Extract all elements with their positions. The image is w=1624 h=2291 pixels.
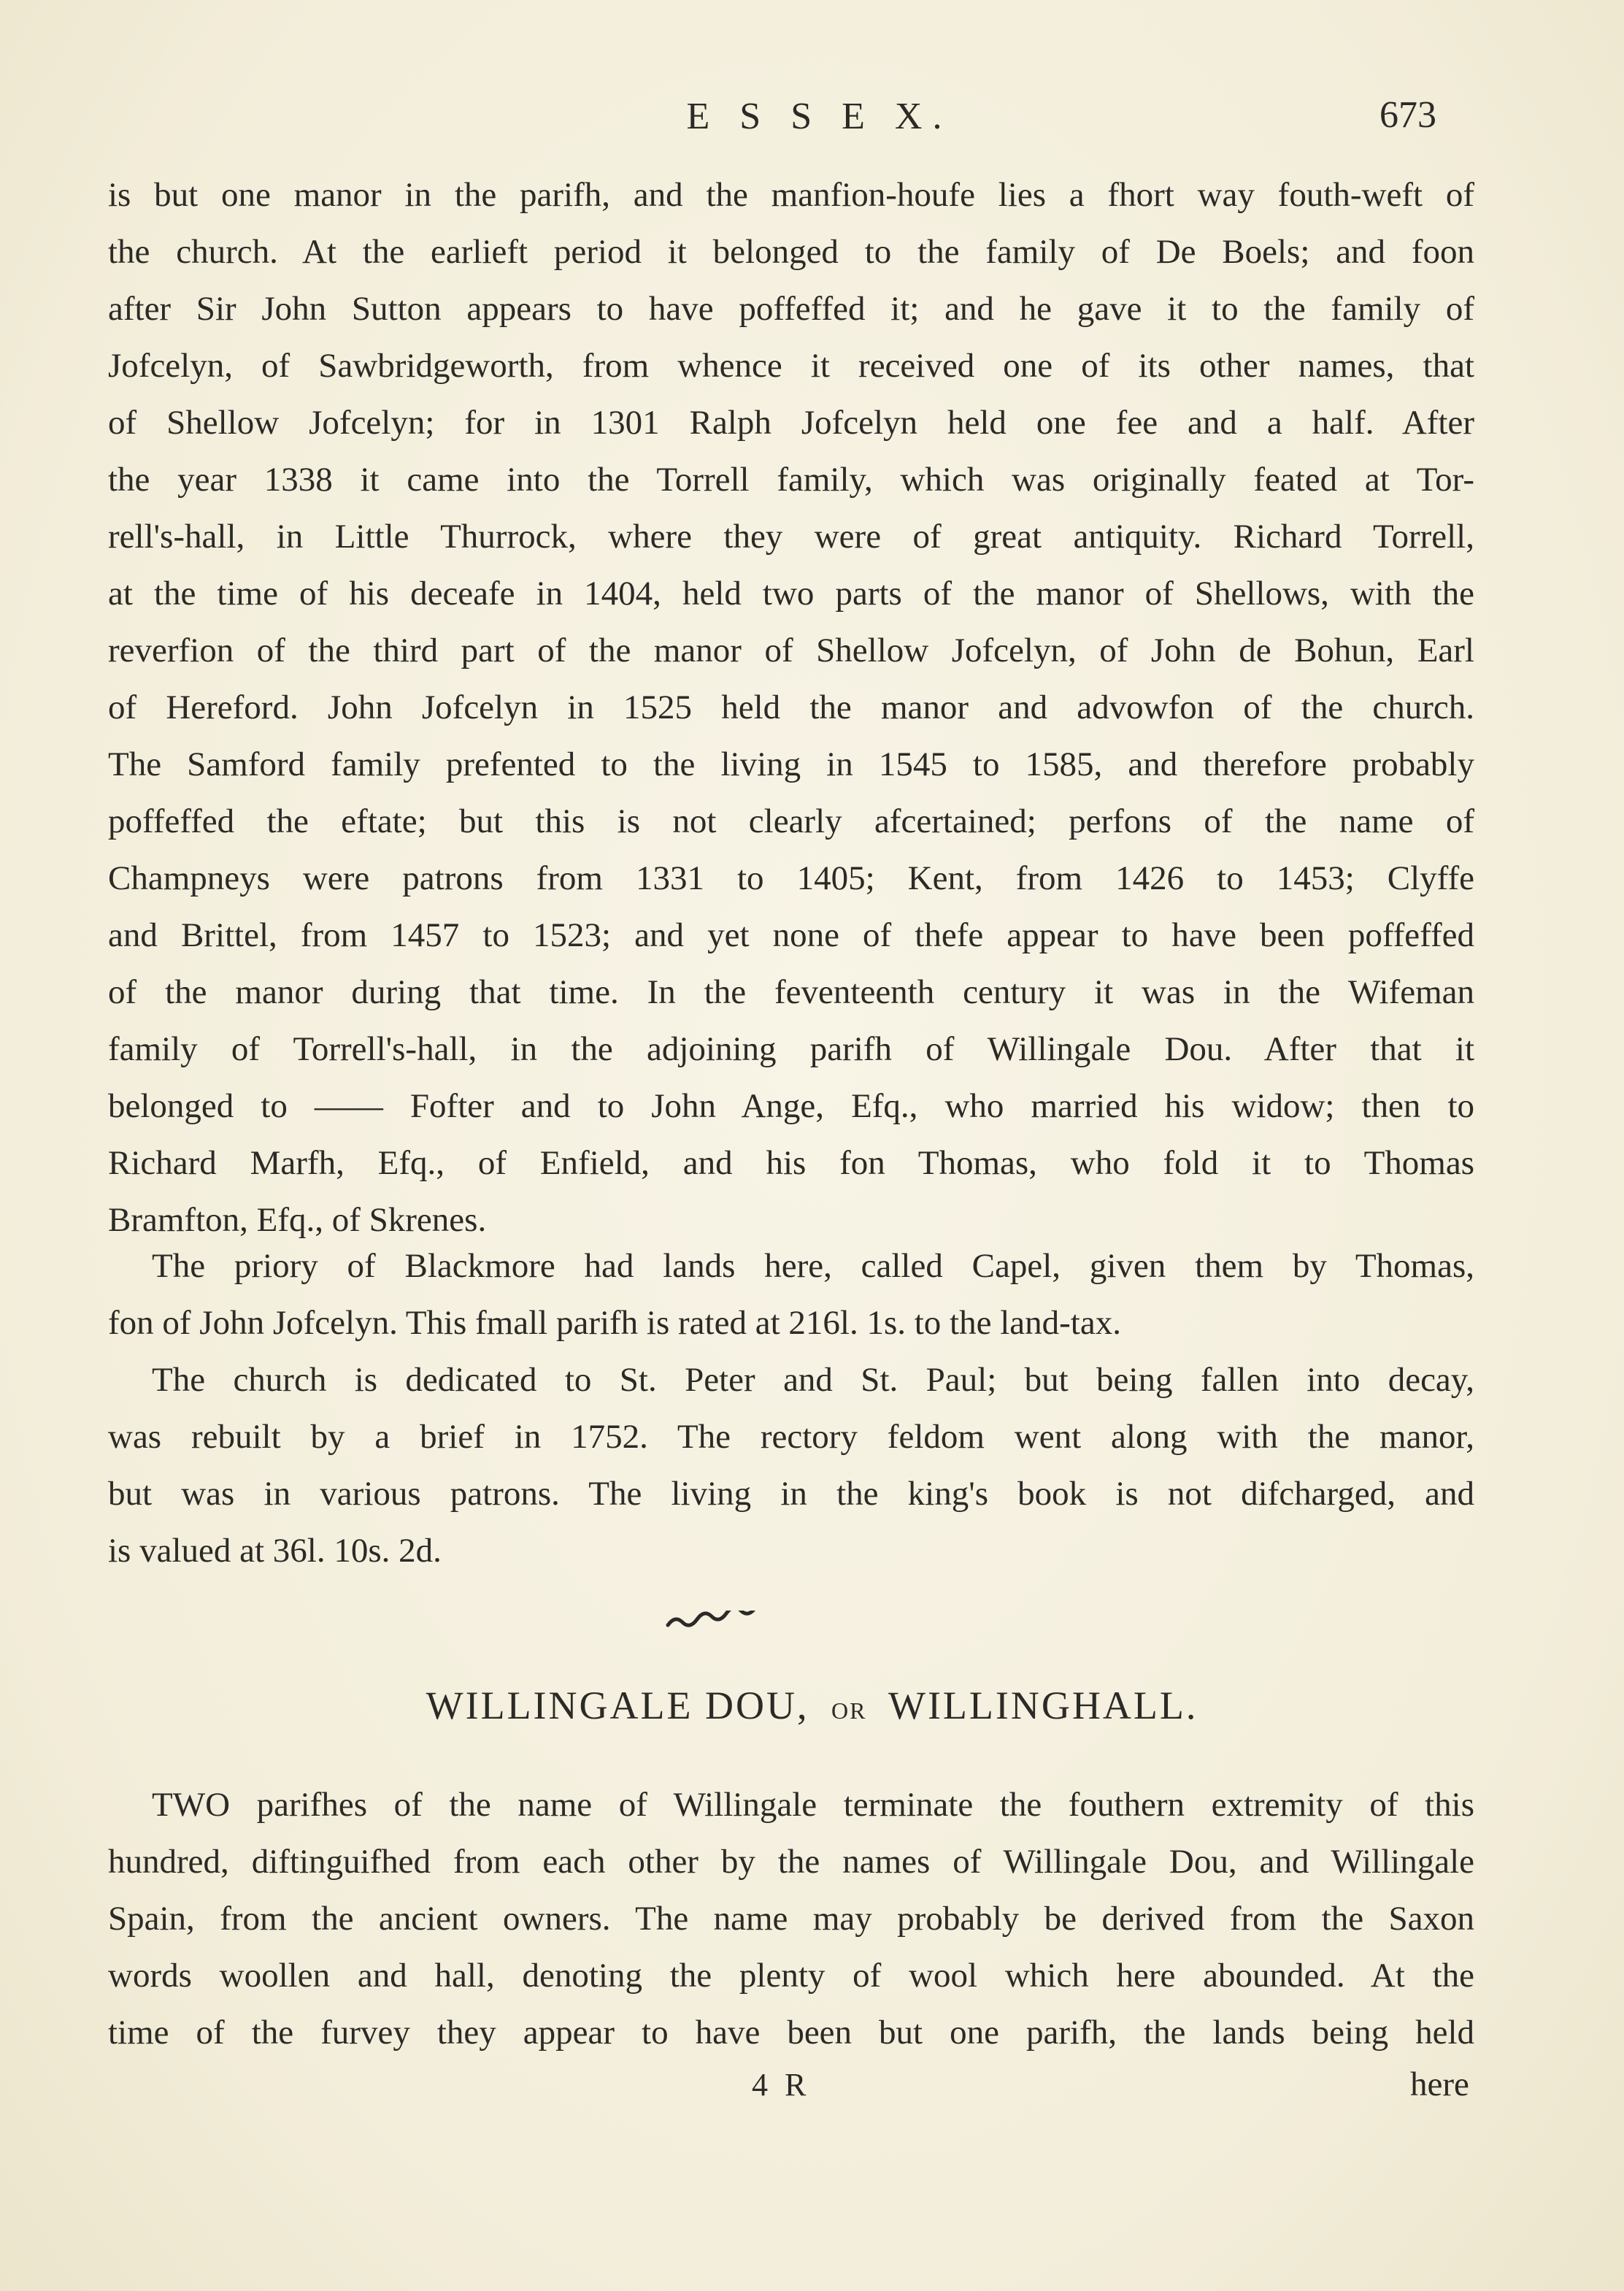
text-line: was rebuilt by a brief in 1752. The rectory feldom went along with the manor, [108,1418,1474,1456]
text-line: The church is dedicated to St. Peter and St. Paul; but being fallen into decay, [152,1361,1474,1399]
text-line: Spain, from the ancient owners. The name may probably be derived from the Saxon [108,1900,1474,1938]
text-line: but was in various patrons. The living in the king's book is not difcharged, and [108,1475,1474,1513]
text-line: family of Torrell's-hall, in the adjoining parifh of Willingale Dou. After that it [108,1030,1474,1068]
text-line: belonged to —— Fofter and to John Ange, Efq., who married his widow; then to [108,1087,1474,1125]
paragraph-church [108,1351,1474,1579]
text-line: Richard Marfh, Efq., of Enfield, and his fon Thomas, who fold it to Thomas [108,1144,1474,1182]
text-line: the year 1338 it came into the Torrell family, which was originally feated at Tor- [108,461,1474,499]
text-line: of Hereford. John Jofcelyn in 1525 held the manor and advowfon of the church. [108,688,1474,726]
text-line: poffeffed the eftate; but this is not clearly afcertained; perfons of the name of [108,802,1474,840]
running-head-title: E S S E X. [686,96,953,137]
text-line: Bramfton, Efq., of Skrenes. [108,1201,487,1239]
section-divider-ornament [664,1611,934,1632]
heading-or: OR [831,1697,867,1724]
paragraph-priory [108,1237,1474,1351]
text-line: of Shellow Jofcelyn; for in 1301 Ralph Jofcelyn held one fee and a half. After [108,404,1474,442]
text-line: reverfion of the third part of the manor of Shellow Jofcelyn, of John de Bohun, Earl [108,632,1474,669]
text-line: time of the furvey they appear to have been but one parifh, the lands being held [108,2014,1474,2052]
text-line: fon of John Jofcelyn. This fmall parifh is rated at 216l. 1s. to the land-tax. [108,1304,1121,1342]
page-number: 673 [1379,94,1436,136]
heading-part-2: WILLINGHALL. [888,1684,1198,1727]
section-heading [0,1683,1624,1728]
text-line: words woollen and hall, denoting the plenty of wool which here abounded. At the [108,1957,1474,1995]
text-line: rell's-hall, in Little Thurrock, where they were of great antiquity. Richard Torrell, [108,518,1474,556]
text-line: Jofcelyn, of Sawbridgeworth, from whence it received one of its other names, that [108,347,1474,385]
signature-mark: 4 R [752,2067,811,2103]
text-line: of the manor during that time. In the feventeenth century it was in the Wifeman [108,973,1474,1011]
text-line: The Samford family prefented to the living in 1545 to 1585, and therefore probably [108,745,1474,783]
paragraph-manor-history [108,166,1474,1248]
text-line: Champneys were patrons from 1331 to 1405; Kent, from 1426 to 1453; Clyffe [108,859,1474,897]
text-line: is but one manor in the parifh, and the manfion-houfe lies a fhort way fouth-weft of [108,176,1474,214]
text-line: is valued at 36l. 10s. 2d. [108,1532,442,1570]
text-line: at the time of his deceafe in 1404, held two parts of the manor of Shellows, with the [108,575,1474,613]
text-line: the church. At the earlieft period it belonged to the family of De Boels; and foon [108,233,1474,271]
text-line: The priory of Blackmore had lands here, called Capel, given them by Thomas, [152,1247,1474,1285]
text-line: hundred, diftinguifhed from each other by the names of Willingale Dou, and Willingale [108,1843,1474,1881]
text-line: TWO parifhes of the name of Willingale terminate the fouthern extremity of this [152,1786,1474,1824]
text-line: and Brittel, from 1457 to 1523; and yet none of thefe appear to have been poffeffed [108,916,1474,954]
text-line: after Sir John Sutton appears to have poffeffed it; and he gave it to the family of [108,290,1474,328]
paragraph-willingale [108,1776,1474,2061]
catchword: here [1410,2065,1469,2103]
heading-part-1: WILLINGALE DOU, [426,1684,809,1727]
